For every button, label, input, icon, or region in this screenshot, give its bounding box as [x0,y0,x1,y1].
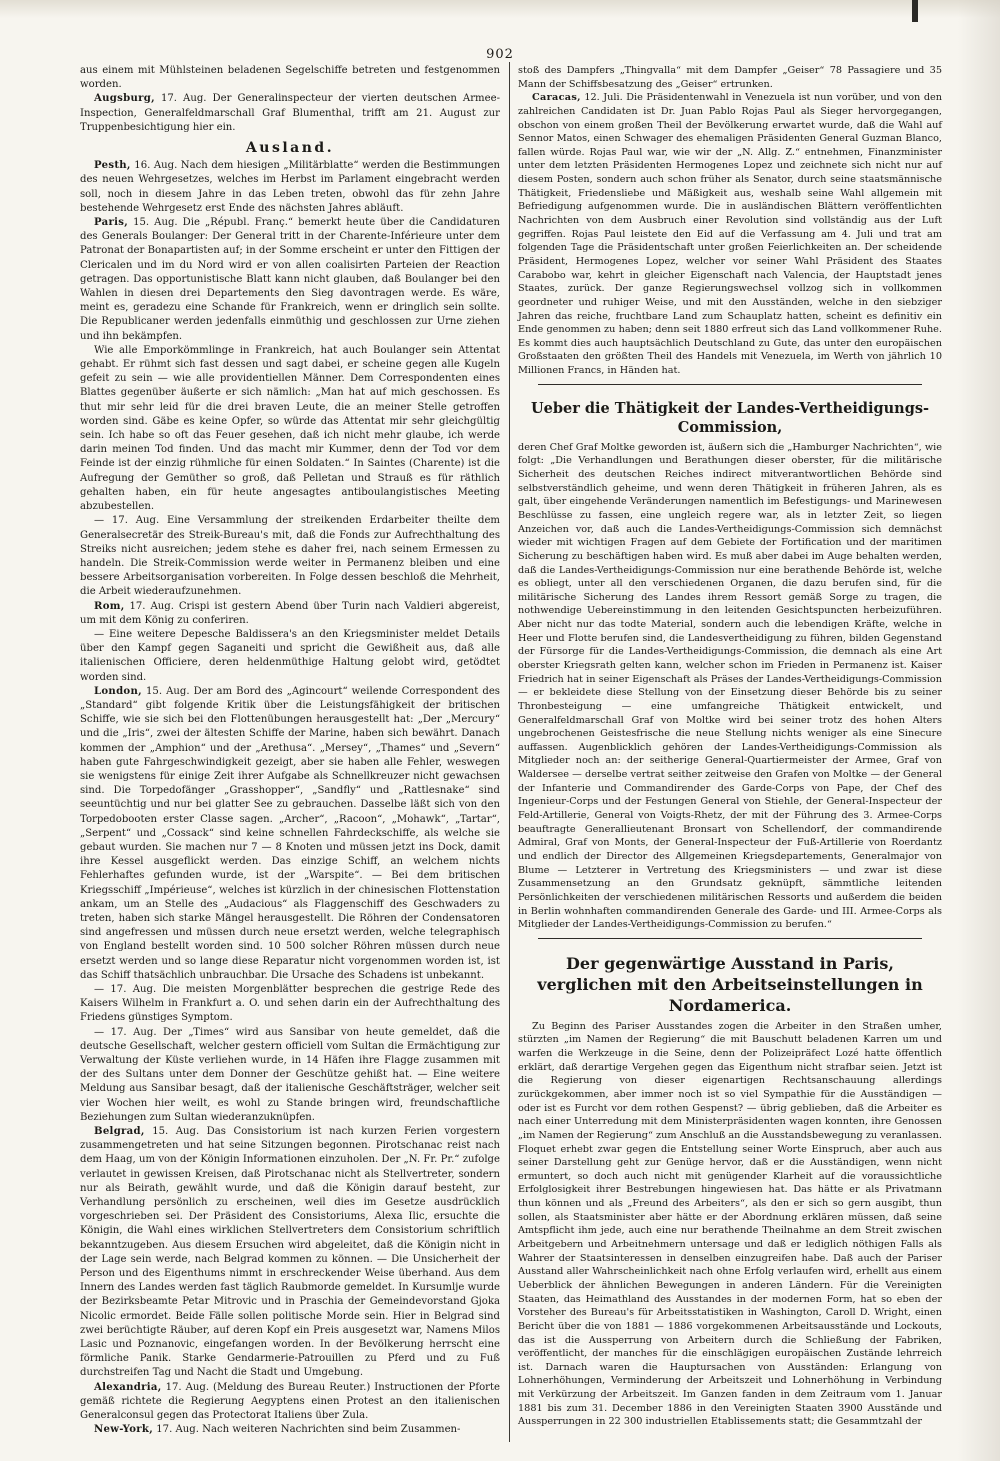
dateline: Caracas, [532,92,581,104]
article-paragraph: Zu Beginn des Pariser Ausstandes zogen die Arbeiter in den Straßen umher, stürzten „im Namen der Regierung“ die mit Bauschutt beladenen Karren um und warfen die Werkzeuge in die Seine, denn der Polizeipräfect Lozé hatte öffentlich erklärt, daß derartige Vergehen gegen das Eigenthum nicht strafbar seien. Jetzt ist die Regierung von dieser eigenartigen Rechtsanschauung allerdings zurückgekommen, aber immer noch ist so viel Sympathie für die Ausständigen — oder ist es Furcht vor dem rothen Gespenst? — übrig geblieben, daß die Arbeiter es nach einer Unterredung mit dem Ministerpräsidenten wagen konnten, ihre Genossen „im Namen der Regierung“ zum Anschluß an die Ausstandsbewegung zu veranlassen. Floquet erhebt zwar gegen die Entstellung seiner Worte Einspruch, aber auch aus seiner Darstellung geht zur Genüge hervor, daß er die Ausständigen, wenn nicht ermuntert, so doch auch nicht mit genügender Klarheit auf die voraussichtliche Erfolglosigkeit ihrer Bestrebungen hingewiesen hat. Das hätte er als Privatmann thun können und als „Freund des Arbeiters“, als den er sich so gern ausgibt, thun sollen, als Staatsminister aber hätte er der Abordnung erklären müssen, daß seine Amtspflicht ihm jede, auch eine nur berathende Theilnahme an dem Streit zwischen Arbeitgebern und Arbeitnehmern untersage und daß er lediglich nöthigen Falls als Wahrer der Staatsinteressen in denselben einzugreifen habe. Daß auch der Pariser Ausstand aller Wahrscheinlichkeit nach ohne Erfolg verlaufen wird, erhellt aus einem Ueberblick der ähnlichen Bewegungen in anderen Ländern. Für die Vereinigten Staaten, das Heimathland des Ausstandes in der modernen Form, hat so eben der Vorsteher des Bureau's für Arbeitsstatistiken in Washington, Caroll D. Wright, einen Bericht über die von 1881 — 1886 vorgekommenen Arbeitsausstände und Lockouts, das ist die Aussperrung von Arbeitern durch die Schließung der Fabriken, veröffentlicht, der manches für die einschlägigen europäischen Zustände lehrreich ist. Darnach waren die Hauptursachen von Ausständen: Erlangung von Lohnerhöhungen, Verminderung der Arbeitszeit und Lohnerhöhung in Verbindung mit Verkürzung der Arbeitszeit. Im Ganzen fanden in dem Zeitraum vom 1. Januar 1881 bis zum 31. December 1886 in den Vereinigten Staaten 3900 Ausstände und Aussperrungen in 22 300 industriellen Etablissements statt; die Gesammtzahl der [518,1020,942,1428]
column-divider [509,62,510,1442]
dateline: Rom, [94,600,125,612]
news-text: 12. Juli. Die Präsidentenwahl in Venezuela ist nun vorüber, und von den zahlreichen Candidaten ist Dr. Juan Pablo Rojas Paul als Sieger hervorgegangen, obschon von einem großen Theil der Bevölkerung erwartet wurde, daß die Wahl auf Sennor Matos, einen Schwager des ehemaligen Präsidenten General Guzman Blanco, fallen würde. Rojas Paul war, wie wir der „N. Allg. Z.“ entnehmen, Finanzminister unter dem letzten Präsidenten Hermogenes Lopez und zeichnete sich nicht nur auf diesem Posten, sondern auch schon früher als Senator, durch seine staatsmännische Thätigkeit, Friedensliebe und Mäßigkeit aus, weshalb seine Wahl allgemein mit Befriedigung aufgenommen wurde. Die in ausländischen Blättern veröffentlichten Nachrichten von dem Ausbruch einer Revolution sind vollständig aus der Luft gegriffen. Rojas Paul leistete den Eid auf die Verfassung am 4. Juli und trat am folgenden Tage die Präsidentschaft unter großen Feierlichkeiten an. Der scheidende Präsident, Hermogenes Lopez, welcher vor seiner Wahl Präsident des Staates Carabobo war, kehrt in gleicher Eigenschaft nach Valencia, der Hauptstadt jenes Staates, zurück. Der ganze Regierungswechsel vollzog sich in vollkommen geordneter und ruhiger Weise, und mit den Ausständen, welche in den siebziger Jahren das reiche, fruchtbare Land zum Schauplatz hatten, scheint es definitiv ein Ende genommen zu haben; denn seit 1880 erfreut sich das Land vollkommener Ruhe. Es kommt dies auch hauptsächlich Deutschland zu Gute, das unter den europäischen Großstaaten den größten Theil des Handels mit Venezuela, im Werth von jährlich 10 Millionen Francs, in Händen hat. [518,92,942,377]
news-text: 17. Aug. (Meldung des Bureau Reuter.) Instructionen der Pforte gemäß richtete die Regierung Aegyptens einen Protest an den italienischen Generalconsul gegen das Protectorat Italiens über Zula. [80,1381,500,1422]
news-item-rom [80,600,500,628]
news-text: 17. Aug. Crispi ist gestern Abend über Turin nach Valdieri abgereist, um mit dem König zu conferiren. [80,600,500,626]
right-column [518,64,942,1429]
news-text: 15. Aug. Das Consistorium ist nach kurzen Ferien vorgestern zusammengetreten und hat seine Sitzungen begonnen. Pirotschanac reist nach dem Haag, um von der Königin Informationen einzuholen. Der „N. Fr. Pr.“ zufolge verlautet in gewissen Kreisen, daß Pirotschanac nicht als Stellvertreter, sondern nur als Beirath, gewählt wurde, und daß die Königin darauf besteht, zur Verhandlung persönlich zu erscheinen, weil dies im Gesetze ausdrücklich vorgeschrieben sei. Der Präsident des Consistoriums, Alexa Ilic, ersuchte die Königin, die Wahl eines wirklichen Stellvertreters dem Consistorium schriftlich bekanntzugeben. Aus diesem Ersuchen wird abgeleitet, daß die Königin nicht in der Lage sein werde, nach Belgrad kommen zu können. — Die Unsicherheit der Person und des Eigenthums nimmt in erschreckender Weise überhand. Aus dem Innern des Landes werden fast täglich Raubmorde gemeldet. In Kursumlje wurde der Bezirksbeamte Petar Mitrovic und in Praschia der Gemeindevorstand Gjoka Nicolic ermordet. Beide Fälle sollen politische Morde sein. Hier in Belgrad sind zwei berüchtigte Räuber, auf deren Kopf ein Preis ausgesetzt war, Namens Milos Lasic und Poznanovic, eingefangen worden. In der Bevölkerung herrscht eine förmliche Panik. Starke Gendarmerie-Patrouillen zu Pferd und zu Fuß durchstreifen Tag und Nacht die Stadt und Umgebung. [80,1126,500,1379]
article-heading-landesvertheidigung: Ueber die Thätigkeit der Landes-Vertheidigungs-Commission, [530,399,930,436]
news-item-paris [80,216,500,344]
dateline: Augsburg, [94,93,155,105]
dateline: Belgrad, [94,1126,145,1138]
news-text: 17. Aug. Der Generalinspecteur der vierten deutschen Armee-Inspection, Generalfeldmarschall Graf Blumenthal, trifft am 21. August zur Truppenbesichtigung hier ein. [80,93,500,133]
article-paragraph: deren Chef Graf Moltke geworden ist, äußern sich die „Hamburger Nachrichten“, wie folgt: „Die Verhandlungen und Berathungen dieser oberster, für die militärische Sicherheit des deutschen Reiches indirect mitverantwortlichen Behörde sind selbstverständlich geheime, und wenn deren Thätigkeit in früheren Jahren, als es galt, über eingehende Veränderungen namentlich im Befestigungs- und Marinewesen Beschlüsse zu fassen, eine ungleich regere war, als in letzter Zeit, so liegen Anzeichen vor, daß auch die Landes-Vertheidigungs-Commission sich demnächst wieder mit wichtigen Fragen auf dem Gebiete der Fortification und der maritimen Sicherung zu beschäftigen haben wird. Es muß aber dabei im Auge behalten werden, daß die Landes-Vertheidigungs-Commission nur eine berathende Behörde ist, welche es obliegt, unter all den verschiedenen Organen, die dazu berufen sind, für die militärische Sicherung des Landes ihrem Ressort gemäß Sorge zu tragen, die nothwendige Uebereinstimmung in den leitenden Gesichtspuncten herbeizuführen. Aber nicht nur das todte Material, sondern auch die lebendigen Kräfte, welche in Heer und Flotte berufen sind, die Landesvertheidigung zu führen, bilden Gegenstand der Fürsorge für die Landes-Vertheidigungs-Commission, die demnach als eine Art oberster Kriegsrath gelten kann, welcher schon im Frieden in Permanenz ist. Kaiser Friedrich hat in seiner Eigenschaft als Präses der Landes-Vertheidigungs-Commission — er bekleidete diese Stellung von der Einsetzung dieser Behörde bis zu seiner Thronbesteigung — eine umfangreiche Thätigkeit entwickelt, und Generalfeldmarschall Graf von Moltke wird bei seiner trotz des hohen Alters ungebrochenen Geistesfrische die neue Stellung nichts weniger als eine Sinecure auffassen. Augenblicklich gehören der Landes-Vertheidigungs-Commission als Mitglieder noch an: der seitherige General-Quartiermeister der Armee, Graf von Waldersee — derselbe vertrat seither zeitweise den Grafen von Moltke — der General der Infanterie und Commandirender des Garde-Corps von Pape, der Chef des Ingenieur-Corps und der Festungen General von Stiehle, der General-Inspecteur der Feld-Artillerie, General von Voigts-Rhetz, der mit der Führung des 3. Armee-Corps beauftragte Generallieutenant Bronsart von Schellendorf, der commandirende Admiral, Graf von Monts, der General-Inspecteur der Fuß-Artillerie von Roerdantz und endlich der Director des Allgemeinen Kriegsdepartements, Generalmajor von Blume — Letzterer in Vertretung des Kriegsministers — und zwar ist diese Zusammensetzung an den Grundsatz geknüpft, sämmtliche leitenden Persönlichkeiten der verschiedenen militärischen Ressorts und außerdem die beiden in Berlin wohnhaften commandirenden Generale des Garde- und III. Armee-Corps als Mitglieder der Landes-Vertheidigungs-Commission zu berufen.“ [518,441,942,931]
news-item-new-york [80,1423,500,1437]
section-rule [538,938,922,939]
news-text: 15. Aug. Die „Républ. Franç.“ bemerkt heute über die Candidaturen des Generals Boulanger: Der General tritt in der Charente-Inférieure unter dem Patronat der Bonapartisten auf; in der Somme erscheint er unter den Fittigen der Clericalen und im du Nord wird er von allen coalisirten Parteien der Reaction getragen. Das opportunistische Blatt kann nicht glauben, daß Boulanger bei den Wahlen in diesen drei Departements den Sieg davontragen werde. Es wäre, meint es, geradezu eine Schande für Frankreich, wenn er dringlich sein sollte. Die Republicaner werden jedenfalls einmüthig und geschlossen zur Urne ziehen und ihn bekämpfen. [80,217,500,342]
dateline: New-York, [94,1424,154,1436]
news-text: 16. Aug. Nach dem hiesigen „Militärblatte“ werden die Bestimmungen des neuen Wehrgesetzes, welches im Herbst im Parlament eingebracht werden soll, noch in diesem Jahre in das Leben treten, obwohl das für zehn Jahre bestehende Wehrgesetz erst Ende des nächsten Jahres abläuft. [80,160,500,214]
article-paragraph: — 17. Aug. Die meisten Morgenblätter besprechen die gestrige Rede des Kaisers Wilhelm in Frankfurt a. O. und sehen darin ein der Aufrechthaltung des Friedens günstiges Symptom. [80,984,500,1024]
dateline: Alexandria, [94,1381,162,1393]
dateline: Pesth, [94,160,131,172]
scan-mark [912,0,918,22]
scan-edge [958,0,1000,1461]
news-item-augsburg [80,92,500,135]
news-text: 17. Aug. Nach weiteren Nachrichten sind beim Zusammen- [156,1424,461,1436]
section-rule [538,384,922,385]
news-text: 15. Aug. Der am Bord des „Agincourt“ weilende Correspondent des „Standard“ gibt folgende Kritik über die Leistungsfähigkeit der britischen Schiffe, wie sie sich bei den Flottenübungen herausgestellt hat: „Der „Mercury“ und die „Iris“, zwei der ältesten Schiffe der Marine, haben sich bewährt. Danach kommen der „Amphion“ und der „Arethusa“. „Mersey“, „Thames“ und „Severn“ haben gute Fahrgeschwindigkeit gezeigt, aber sie haben alle Fehler, weswegen sie wenigstens für einige Zeit ihrer Aufgabe als Schnellkreuzer nicht gewachsen sind. Die Torpedofänger „Grasshopper“, „Sandfly“ und „Rattlesnake“ sind seeuntüchtig und nur bei glatter See zu gebrauchen. Dasselbe läßt sich von den Torpedobooten erster Classe sagen. „Archer“, „Racoon“, „Mohawk“, „Tartar“, „Serpent“ und „Cossack“ sind keine schnellen Fahrdeckschiffe, als welche sie gebaut wurden. Sie machen nur 7 — 8 Knoten und müssen jetzt ins Dock, damit ihre Kessel ausgeflickt werden. Das einzige Schiff, an welchem nichts Fehlerhaftes gefunden wurde, ist der „Warspite“. — Bei dem britischen Kriegsschiff „Impérieuse“, welches ist kürzlich in der chinesischen Flottenstation ankam, um an Stelle des „Audacious“ als Flaggenschiff des Geschwaders zu treten, haben sich starke Mängel herausgestellt. Die Röhren der Condensatoren sind angefressen und müssen durch neue ersetzt werden, welche telegraphisch von England bestellt worden sind. 10 500 solcher Röhren müssen durch neue ersetzt werden und so lange diese Reparatur nicht vorgenommen worden ist, ist das Schiff thatsächlich unbrauchbar. Die Ursache des Schadens ist unbekannt. [80,685,500,981]
article-paragraph: aus einem mit Mühlsteinen beladenen Segelschiffe betreten und festgenommen worden. [80,65,500,91]
article-paragraph: stoß des Dampfers „Thingvalla“ mit dem Dampfer „Geiser“ 78 Passagiere und 35 Mann der Schiffsbesatzung des „Geiser“ ertrunken. [518,65,942,90]
dateline: Paris, [94,217,129,229]
article-paragraph: — 17. Aug. Eine Versammlung der streikenden Erdarbeiter theilte dem Generalsecretär des Streik-Bureau's mit, daß die Fonds zur Aufrechthaltung des Streiks nicht ausreichen; jedem stehe es daher frei, nach seinem Ermessen zu handeln. Die Streik-Commission werde weiter in Permanenz bleiben und eine bessere Arbeitsorganisation vorbereiten. In Folge dessen beschloß die Mehrheit, die Arbeit wiederaufzunehmen. [80,515,500,598]
page-number: 902 [486,47,514,62]
news-item-london [80,685,500,983]
left-column [80,64,500,1438]
news-item-belgrad [80,1125,500,1381]
article-paragraph: Wie alle Emporkömmlinge in Frankreich, hat auch Boulanger sein Attentat gehabt. Er rühmt sich fast dessen und sagt dabei, er scheine gegen alle Kugeln gefeit zu sein — wie alle providentiellen Männer. Dem Correspondenten eines Blattes gegenüber äußerte er sich nämlich: „Man hat auf mich geschossen. Es thut mir sehr leid für die drei braven Leute, die an meiner Stelle getroffen worden sind. Gäbe es keine Opfer, so würde das Attentat mir sehr gleichgültig sein. Ich habe so oft das Feuer gesehen, daß ich nicht mehr glaube, ich werde darin meinen Tod finden. Und das macht mir Kummer, denn der Tod vor dem Feinde ist der einzig rühmliche für einen Soldaten.“ In Saintes (Charente) ist die Aufregung der Gemüther so groß, daß Pelletan und Strauß es für räthlich gehalten haben, ein für heute angesagtes antiboulangistisches Meeting abzubestellen. [80,344,500,513]
news-item-pesth [80,159,500,216]
news-item-caracas [518,91,942,377]
article-paragraph: — 17. Aug. Der „Times“ wird aus Sansibar von heute gemeldet, daß die deutsche Gesellschaft, welcher gestern officiell vom Sultan die Ermächtigung zur Verwaltung der Küste verliehen wurde, in 14 Häfen ihre Flagge zusammen mit der des Sultans unter dem Donner der Geschütze gehißt hat. — Eine weitere Meldung aus Sansibar besagt, daß der italienische Geschäftsträger, welcher seit vier Wochen hier weilt, es wohl zu Stande bringen wird, freundschaftliche Beziehungen zum Sultan wiederanzuknüpfen. [80,1026,500,1123]
news-item-alexandria [80,1381,500,1424]
dateline: London, [94,685,142,697]
article-heading-ausstand-paris: Der gegenwärtige Ausstand in Paris, verglichen mit den Arbeitseinstellungen in Nordamerica. [537,953,923,1015]
scan-shadow [0,0,1000,18]
article-paragraph: — Eine weitere Depesche Baldissera's an den Kriegsminister meldet Details über den Kampf gegen Saganeiti und spricht die Gewißheit aus, daß alle italienischen Officiere, deren heldenmüthige Haltung gelobt wird, getödtet worden sind. [80,628,500,683]
section-heading-ausland: Ausland. [245,140,335,157]
